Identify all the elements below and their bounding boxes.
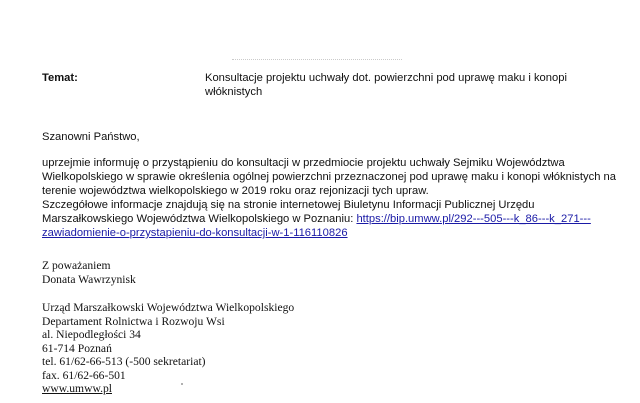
subject-line-1: Konsultacje projektu uchwały dot. powierzchni pod uprawę maku i konopi [205, 72, 567, 84]
scan-artifact [232, 59, 402, 63]
body-line-4: Szczegółowe informacje znajdują się na stronie internetowej Biuletynu Informacji Publicznej Urzędu [42, 199, 535, 211]
body-line-6 [42, 226, 612, 240]
body-line-3: terenie województwa wielkopolskiego w 2019 roku oraz rejonizacji tych upraw. [42, 185, 429, 197]
subject-line-2: włóknistych [205, 86, 263, 98]
website-link[interactable]: www.umww.pl [42, 382, 112, 395]
closing-line: Z poważaniem [42, 259, 111, 272]
bip-link-part-2[interactable]: zawiadomienie-o-przystapieniu-do-konsultacji-w-1-116110826 [42, 227, 348, 239]
bip-link-part-1[interactable]: https://bip.umww.pl/292---505---k_86---k_271--- [356, 213, 591, 225]
sender-name: Donata Wawrzynisk [42, 272, 136, 286]
message-body [42, 156, 616, 240]
signature-fax: fax. 61/62-66-501 [42, 368, 126, 382]
subject-label: Temat: [42, 72, 78, 84]
scan-dot [181, 383, 183, 385]
greeting: Szanowni Państwo, [42, 131, 140, 143]
subject-text [205, 71, 595, 99]
signature-department: Departament Rolnictwa i Rozwoju Wsi [42, 314, 225, 328]
signature-block [42, 301, 294, 396]
body-line-2: Wielkopolskiego w sprawie określenia ogólnej powierzchni przeznaczonej pod uprawę maku i konopi włóknistych na [42, 171, 616, 183]
signature-street: al. Niepodległości 34 [42, 328, 141, 341]
body-line-1: uprzejmie informuję o przystąpieniu do konsultacji w przedmiocie projektu uchwały Sejmiku Województwa [42, 157, 565, 169]
closing [42, 259, 136, 286]
signature-office: Urząd Marszałkowski Województwa Wielkopolskiego [42, 301, 295, 314]
signature-phone: tel. 61/62-66-513 (-500 sekretariat) [42, 355, 206, 368]
link-prefix: Marszałkowskiego Województwa Wielkopolskiego w Poznaniu: [42, 213, 357, 225]
body-line-5 [42, 212, 612, 226]
signature-city: 61-714 Poznań [42, 341, 112, 355]
signature-website-line [42, 382, 294, 396]
